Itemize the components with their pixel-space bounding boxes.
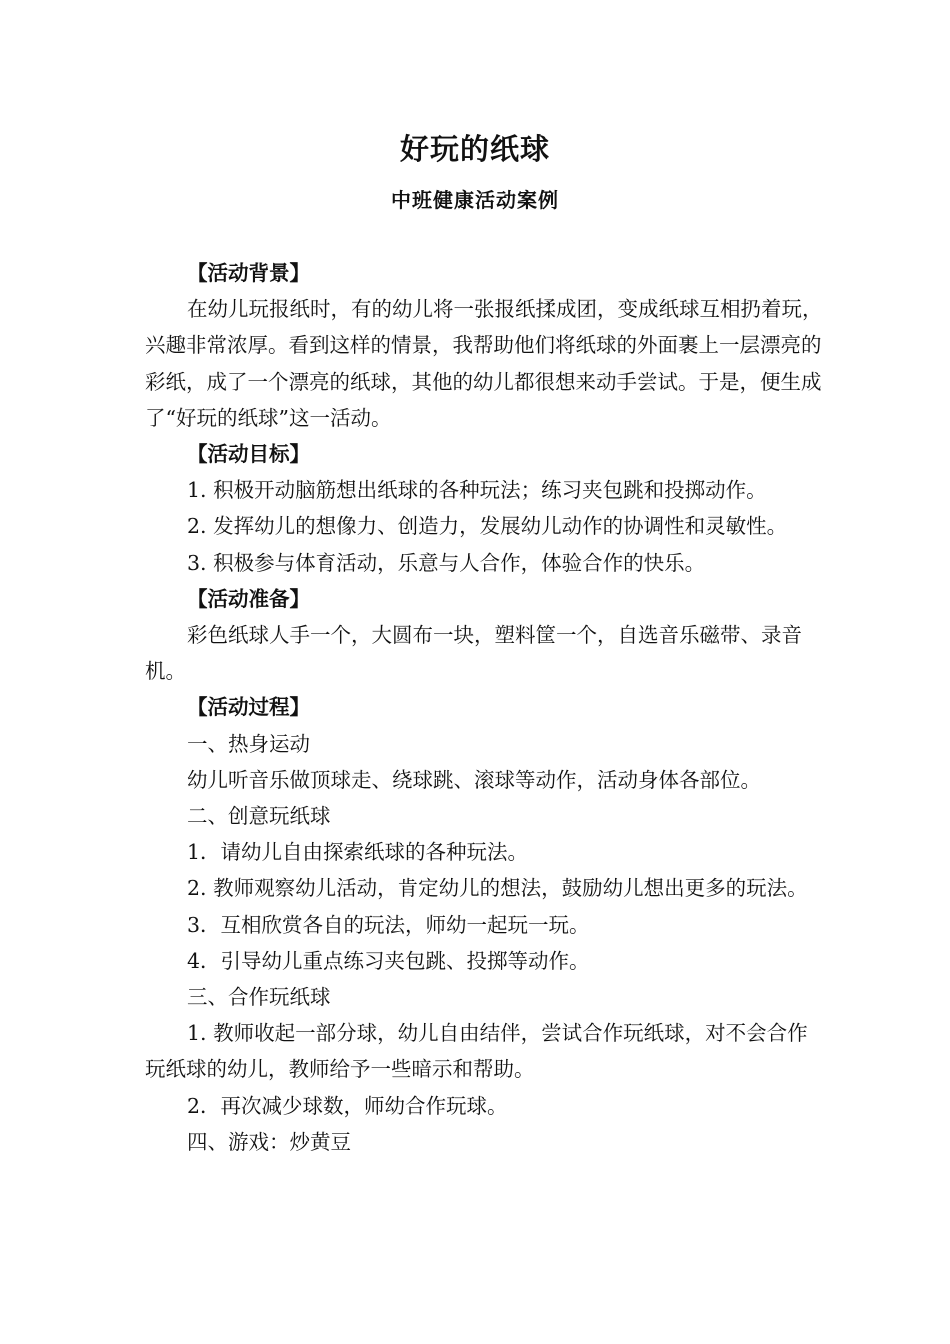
process-list-item: 2．再次减少球数，师幼合作玩球。 xyxy=(187,1093,508,1118)
document-title: 好玩的纸球 xyxy=(399,132,550,166)
process-part-title: 二、创意玩纸球 xyxy=(187,804,331,829)
process-part-title: 三、合作玩纸球 xyxy=(187,985,331,1010)
section-heading-background: 【活动背景】 xyxy=(187,261,310,285)
process-list-item: 4．引导幼儿重点练习夹包跳、投掷等动作。 xyxy=(187,948,590,973)
goal-item: 3. 积极参与体育活动，乐意与人合作，体验合作的快乐。 xyxy=(187,550,706,575)
goal-item: 1. 积极开动脑筋想出纸球的各种玩法；练习夹包跳和投掷动作。 xyxy=(187,478,767,503)
process-list-item: 1．请幼儿自由探索纸球的各种玩法。 xyxy=(187,840,529,865)
section-heading-goals: 【活动目标】 xyxy=(187,442,310,467)
process-list-item: 2. 教师观察幼儿活动，肯定幼儿的想法，鼓励幼儿想出更多的玩法。 xyxy=(187,876,808,901)
process-part-text: 幼儿听音乐做顶球走、绕球跳、滚球等动作，活动身体各部位。 xyxy=(187,767,761,792)
process-part-title: 四、游戏：炒黄豆 xyxy=(187,1129,351,1154)
document-subtitle: 中班健康活动案例 xyxy=(391,188,559,212)
process-list-item: 3．互相欣赏各自的玩法，师幼一起玩一玩。 xyxy=(187,912,590,937)
section-heading-process: 【活动过程】 xyxy=(187,695,310,720)
section-heading-preparation: 【活动准备】 xyxy=(187,586,310,611)
document-body xyxy=(145,255,825,1160)
goal-item: 2. 发挥幼儿的想像力、创造力，发展幼儿动作的协调性和灵敏性。 xyxy=(187,514,788,539)
preparation-paragraph: 彩色纸球人手一个，大圆布一块，塑料筐一个，自选音乐磁带、录音机。 xyxy=(145,623,802,684)
process-part-title: 一、热身运动 xyxy=(187,731,310,756)
background-paragraph: 在幼儿玩报纸时，有的幼儿将一张报纸揉成团，变成纸球互相扔着玩，兴趣非常浓厚。看到这样的情景，我帮助他们将纸球的外面裹上一层漂亮的彩纸，成了一个漂亮的纸球，其他的幼儿都很想来动手尝试。于是，便生成了“好玩的纸球”这一活动。 xyxy=(145,297,823,430)
process-list-item: 1. 教师收起一部分球，幼儿自由结伴，尝试合作玩纸球，对不会合作玩纸球的幼儿，教师给予一些暗示和帮助。 xyxy=(145,1021,808,1082)
